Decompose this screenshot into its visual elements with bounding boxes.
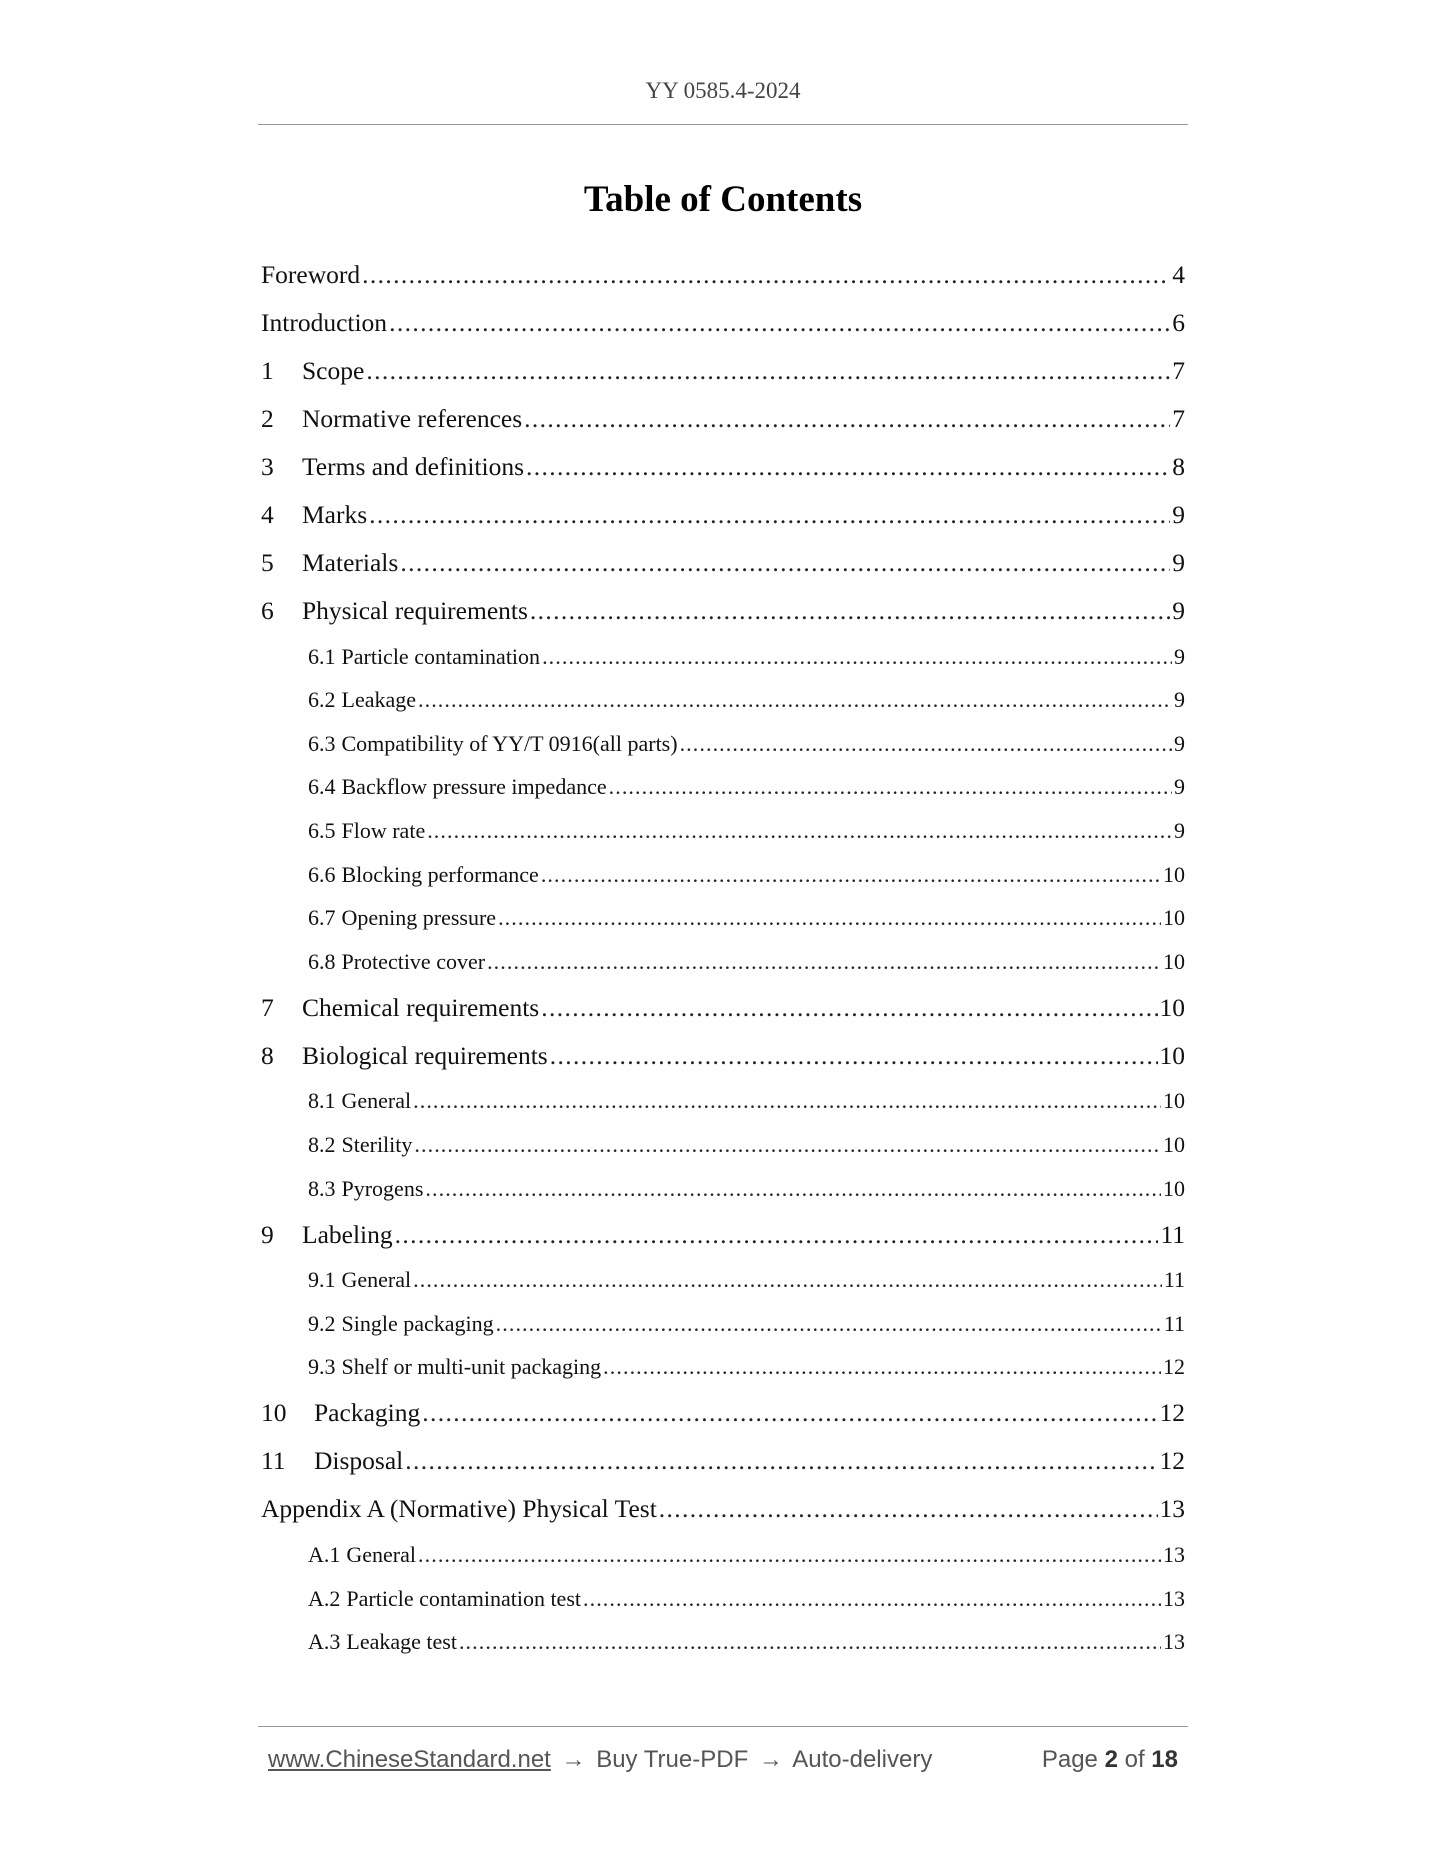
toc-entry-number: 6 xyxy=(261,596,274,625)
dot-leader xyxy=(405,1446,1157,1476)
header-divider xyxy=(258,124,1188,125)
toc-entry[interactable] xyxy=(261,670,1185,714)
toc-entry-number: 5 xyxy=(261,548,274,577)
page-total: 18 xyxy=(1151,1746,1178,1773)
toc-entry-page: 9 xyxy=(1174,643,1185,669)
toc-entry-label: Scope xyxy=(302,356,365,385)
toc-entry-number: A.2 xyxy=(308,1585,341,1611)
toc-entry[interactable] xyxy=(261,1114,1185,1158)
toc-entry-number: 4 xyxy=(261,500,274,529)
toc-entry-label: Protective cover xyxy=(341,948,486,974)
toc-entry-number: 8.2 xyxy=(308,1131,336,1157)
toc-entry[interactable] xyxy=(261,386,1185,434)
toc-entry-number: 7 xyxy=(261,992,274,1022)
toc-entry[interactable] xyxy=(261,888,1185,932)
toc-entry[interactable] xyxy=(261,757,1185,801)
toc-entry-label: Backflow pressure impedance xyxy=(341,774,607,800)
toc-entry-label: Chemical requirements xyxy=(302,992,540,1022)
toc-entry[interactable] xyxy=(261,434,1185,482)
toc-entry[interactable] xyxy=(261,482,1185,530)
toc-entry[interactable] xyxy=(261,1158,1185,1202)
toc-entry-number: 9.3 xyxy=(308,1354,336,1380)
page-current: 2 xyxy=(1104,1746,1118,1773)
toc-entry[interactable] xyxy=(261,1202,1185,1250)
toc-entry-page: 10 xyxy=(1163,948,1185,974)
toc-entry-label: Disposal xyxy=(314,1446,404,1476)
toc-entry-page: 9 xyxy=(1174,687,1185,713)
arrow-right-icon: → xyxy=(758,1746,783,1773)
toc-entry-page: 12 xyxy=(1159,1446,1185,1476)
toc-entry-label: General xyxy=(341,1088,412,1114)
toc-entry-label: Appendix A (Normative) Physical Test xyxy=(261,1494,657,1524)
toc-entry-label: Leakage xyxy=(341,687,416,713)
buy-true-pdf-text: Buy True-PDF xyxy=(596,1746,749,1773)
toc-entry-number: 6.2 xyxy=(308,687,336,713)
toc-entry-label: General xyxy=(346,1541,417,1567)
toc-entry-number: 6.5 xyxy=(308,817,336,843)
toc-entry[interactable] xyxy=(261,975,1185,1023)
toc-entry-number: 6.8 xyxy=(308,948,336,974)
site-link[interactable]: www.ChineseStandard.net xyxy=(268,1746,551,1773)
toc-entry[interactable] xyxy=(261,1023,1185,1071)
toc-entry-label: Flow rate xyxy=(341,817,426,843)
dot-leader xyxy=(459,1629,1161,1655)
toc-entry[interactable] xyxy=(261,713,1185,757)
dot-leader xyxy=(427,818,1172,844)
toc-entry-page: 10 xyxy=(1163,1131,1185,1157)
toc-entry-page: 9 xyxy=(1172,596,1185,625)
toc-entry-page: 7 xyxy=(1172,404,1185,433)
toc-entry[interactable] xyxy=(261,578,1185,626)
toc-entry-label: Physical requirements xyxy=(302,596,528,625)
toc-entry-page: 10 xyxy=(1159,992,1185,1022)
toc-entry-number: 6.3 xyxy=(308,730,336,756)
toc-entry[interactable] xyxy=(261,290,1185,338)
dot-leader xyxy=(541,862,1161,888)
toc-entry-page: 12 xyxy=(1163,1354,1185,1380)
toc-entry[interactable] xyxy=(261,1428,1185,1476)
toc-entry-page: 12 xyxy=(1159,1398,1185,1428)
toc-entry-label: Compatibility of YY/T 0916(all parts) xyxy=(341,730,678,756)
page-label: Page xyxy=(1041,1746,1098,1773)
dot-leader xyxy=(425,1176,1161,1202)
toc-entry-page: 13 xyxy=(1163,1629,1185,1655)
toc-entry-page: 10 xyxy=(1163,1088,1185,1114)
footer-links xyxy=(268,1746,932,1774)
page-title: Table of Contents xyxy=(583,179,863,220)
dot-leader xyxy=(583,1586,1161,1612)
toc-entry-label: Opening pressure xyxy=(341,905,497,931)
footer xyxy=(268,1746,1178,1774)
toc-entry-label: Normative references xyxy=(302,404,523,433)
toc-entry-number: 8.3 xyxy=(308,1175,336,1201)
dot-leader xyxy=(369,500,1170,530)
toc-entry-label: Biological requirements xyxy=(302,1040,548,1070)
dot-leader xyxy=(550,1041,1158,1071)
toc-entry-page: 10 xyxy=(1163,1175,1185,1201)
dot-leader xyxy=(366,356,1170,386)
toc-entry[interactable] xyxy=(261,844,1185,888)
toc-entry-label: Particle contamination test xyxy=(346,1585,581,1611)
dot-leader xyxy=(526,452,1170,482)
toc-entry-page: 9 xyxy=(1174,817,1185,843)
toc-entry-page: 11 xyxy=(1163,1267,1185,1293)
dot-leader xyxy=(496,1311,1162,1337)
dot-leader xyxy=(422,1398,1157,1428)
toc-entry-page: 9 xyxy=(1174,730,1185,756)
toc-entry-page: 13 xyxy=(1163,1541,1185,1567)
dot-leader xyxy=(541,993,1157,1023)
toc-entry-page: 13 xyxy=(1163,1585,1185,1611)
toc-entry-page: 10 xyxy=(1159,1040,1185,1070)
toc-entry[interactable] xyxy=(261,1568,1185,1612)
toc-entry-page: 10 xyxy=(1163,905,1185,931)
dot-leader xyxy=(530,596,1170,626)
footer-divider xyxy=(258,1726,1188,1727)
toc-entry-number: 1 xyxy=(261,356,274,385)
toc-entry[interactable] xyxy=(261,1071,1185,1115)
page-indicator xyxy=(1042,1746,1178,1774)
dot-leader xyxy=(400,548,1170,578)
toc-entry-page: 7 xyxy=(1172,356,1185,385)
toc-entry[interactable] xyxy=(261,1524,1185,1568)
toc-entry-page: 9 xyxy=(1172,500,1185,529)
toc-entry-number: A.1 xyxy=(308,1541,341,1567)
dot-leader xyxy=(680,731,1172,757)
toc-entry[interactable] xyxy=(261,1476,1185,1524)
toc-entry[interactable] xyxy=(261,800,1185,844)
toc-entry-label: Introduction xyxy=(261,308,388,337)
toc-entry-number: 6.6 xyxy=(308,861,336,887)
toc-entry-number: 6.4 xyxy=(308,774,336,800)
toc-entry-label: Blocking performance xyxy=(341,861,539,887)
dot-leader xyxy=(498,905,1161,931)
toc-entry-number: 2 xyxy=(261,404,274,433)
toc-entry-number: 6.7 xyxy=(308,905,336,931)
toc-entry-page: 4 xyxy=(1172,260,1185,289)
toc-entry-label: Particle contamination xyxy=(341,643,541,669)
dot-leader xyxy=(524,404,1170,434)
table-of-contents xyxy=(261,242,1185,1655)
toc-entry-number: 9.2 xyxy=(308,1310,336,1336)
toc-entry-label: General xyxy=(341,1267,412,1293)
toc-entry-page: 11 xyxy=(1160,1219,1185,1249)
toc-entry[interactable] xyxy=(261,931,1185,975)
toc-entry-label: Terms and definitions xyxy=(302,452,525,481)
toc-entry-label: Materials xyxy=(302,548,399,577)
dot-leader xyxy=(542,644,1172,670)
toc-entry-number: 9.1 xyxy=(308,1267,336,1293)
toc-entry[interactable] xyxy=(261,626,1185,670)
toc-entry[interactable] xyxy=(261,1250,1185,1294)
dot-leader xyxy=(413,1088,1161,1114)
page-of-label: of xyxy=(1124,1746,1145,1773)
toc-entry[interactable] xyxy=(261,1612,1185,1656)
toc-entry-label: Single packaging xyxy=(341,1310,494,1336)
toc-entry-number: 8 xyxy=(261,1040,274,1070)
dot-leader xyxy=(395,1220,1159,1250)
toc-entry[interactable] xyxy=(261,1293,1185,1337)
toc-entry-page: 11 xyxy=(1163,1310,1185,1336)
dot-leader xyxy=(609,774,1172,800)
toc-entry-number: 9 xyxy=(261,1219,274,1249)
auto-delivery-text: Auto-delivery xyxy=(792,1746,933,1773)
dot-leader xyxy=(603,1354,1161,1380)
toc-entry-number: 3 xyxy=(261,452,274,481)
toc-entry-number: 10 xyxy=(261,1398,287,1428)
dot-leader xyxy=(389,308,1170,338)
dot-leader xyxy=(487,949,1161,975)
toc-entry[interactable] xyxy=(261,530,1185,578)
toc-entry-page: 10 xyxy=(1163,861,1185,887)
dot-leader xyxy=(418,687,1172,713)
arrow-right-icon: → xyxy=(561,1746,586,1773)
toc-entry-label: Leakage test xyxy=(346,1629,457,1655)
toc-entry-page: 9 xyxy=(1174,774,1185,800)
toc-entry-label: Packaging xyxy=(314,1398,421,1428)
toc-entry-label: Pyrogens xyxy=(341,1175,424,1201)
toc-entry-page: 6 xyxy=(1172,308,1185,337)
toc-entry-number: 11 xyxy=(261,1446,286,1476)
toc-entry[interactable] xyxy=(261,242,1185,290)
toc-entry-label: Foreword xyxy=(261,260,361,289)
dot-leader xyxy=(414,1132,1161,1158)
toc-entry[interactable] xyxy=(261,1380,1185,1428)
toc-entry[interactable] xyxy=(261,338,1185,386)
toc-entry[interactable] xyxy=(261,1337,1185,1381)
toc-entry-page: 9 xyxy=(1172,548,1185,577)
toc-entry-number: 6.1 xyxy=(308,643,336,669)
toc-entry-number: 8.1 xyxy=(308,1088,336,1114)
toc-entry-label: Sterility xyxy=(341,1131,413,1157)
toc-entry-page: 8 xyxy=(1172,452,1185,481)
toc-entry-label: Shelf or multi-unit packaging xyxy=(341,1354,602,1380)
dot-leader xyxy=(413,1267,1162,1293)
dot-leader xyxy=(418,1542,1161,1568)
toc-entry-label: Labeling xyxy=(302,1219,393,1249)
toc-entry-number: A.3 xyxy=(308,1629,341,1655)
dot-leader xyxy=(659,1494,1158,1524)
dot-leader xyxy=(362,260,1170,290)
toc-entry-page: 13 xyxy=(1159,1494,1185,1524)
document-header-code: YY 0585.4-2024 xyxy=(645,78,801,103)
toc-entry-label: Marks xyxy=(302,500,368,529)
